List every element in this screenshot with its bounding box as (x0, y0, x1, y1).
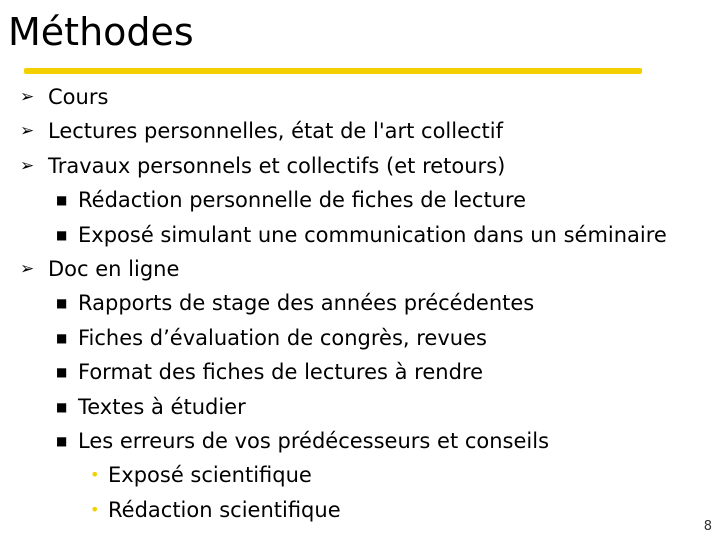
list-item-text: Exposé scientifique (108, 463, 312, 488)
list-item-text: Format des fiches de lectures à rendre (78, 360, 484, 385)
dot-bullet-icon: • (90, 499, 100, 519)
list-item (0, 218, 700, 252)
list-item (0, 321, 700, 355)
list-item (0, 114, 700, 148)
list-item (0, 458, 700, 492)
dot-bullet-icon: • (90, 465, 100, 485)
list-item-text: Rédaction scientifique (108, 497, 341, 522)
list-item (0, 493, 700, 527)
list-item (0, 355, 700, 389)
list-item (0, 149, 700, 183)
list-item-text: Doc en ligne (48, 256, 180, 281)
list-item-text: Les erreurs de vos prédécesseurs et conseils (78, 428, 550, 453)
list-item (0, 286, 700, 320)
square-bullet-icon: ■ (56, 330, 68, 345)
arrow-head-icon: ➢ (20, 87, 35, 107)
list-item (0, 183, 700, 217)
arrow-head-icon: ➢ (20, 155, 35, 176)
square-bullet-icon: ■ (56, 433, 68, 448)
arrow-head-icon: ➢ (20, 121, 35, 142)
list-item-text: Travaux personnels et collectifs (et retours) (48, 153, 506, 178)
square-bullet-icon: ■ (56, 399, 68, 414)
list-item-text: Textes à étudier (78, 394, 246, 419)
list-item-text: Fiches d’évaluation de congrès, revues (78, 325, 487, 350)
list-item-text: Exposé simulant une communication dans un séminaire (78, 222, 667, 247)
square-bullet-icon: ■ (56, 296, 68, 311)
list-item-text: Cours (48, 85, 109, 109)
page-number: 8 (703, 519, 712, 534)
list-item-text: Rédaction personnelle de fiches de lecture (78, 188, 527, 213)
arrow-head-icon: ➢ (20, 258, 35, 279)
list-item-text: Rapports de stage des années précédentes (78, 291, 535, 316)
list-item-text: Lectures personnelles, état de l'art collectif (48, 119, 504, 144)
square-bullet-icon: ■ (56, 227, 68, 242)
list-item (0, 80, 700, 114)
title-underline (24, 68, 642, 74)
square-bullet-icon: ■ (56, 193, 68, 208)
bullet-list (0, 80, 700, 527)
square-bullet-icon: ■ (56, 365, 68, 380)
list-item (0, 390, 700, 424)
list-item (0, 252, 700, 286)
list-item (0, 424, 700, 458)
slide-title: Méthodes (8, 10, 194, 54)
